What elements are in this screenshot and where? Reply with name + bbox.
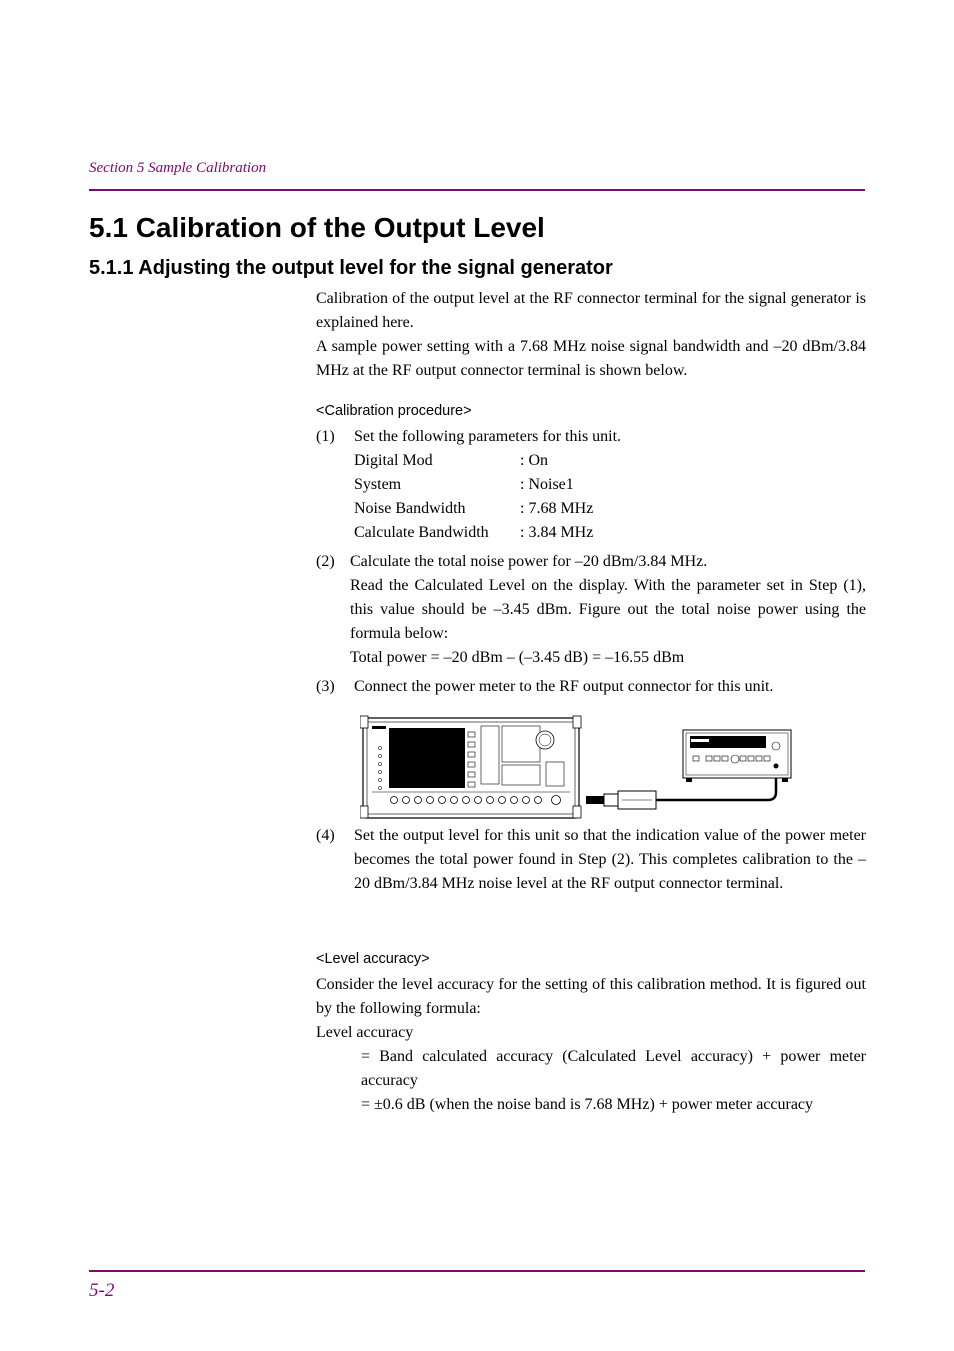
param-name: System (354, 476, 402, 493)
signal-generator-illustration (360, 716, 581, 818)
param-value: : On (520, 452, 548, 469)
subsection-title: 5.1.1 Adjusting the output level for the signal generator (89, 257, 613, 279)
step-text: Connect the power meter to the RF output connector for this unit. (354, 678, 774, 695)
step-paragraph: Set the output level for this unit so that the indication value of the power meter becomes the total power found in Step (2). This completes calibration to the –20 dBm/3.84 MHz noise level at the RF output connector terminal. (354, 827, 866, 892)
accuracy-equation: = Band calculated accuracy (Calculated Level accuracy) + power meter accuracy (361, 1048, 866, 1089)
param-value: : 3.84 MHz (520, 524, 594, 541)
step-text: Calculate the total noise power for –20 dBm/3.84 MHz. (350, 553, 708, 570)
connection-diagram (360, 712, 800, 822)
intro-paragraph-1: Calibration of the output level at the RF connector terminal for the signal generator is explained here. (316, 290, 866, 331)
accuracy-equation: = ±0.6 dB (when the noise band is 7.68 MHz) + power meter accuracy (361, 1096, 814, 1113)
footer-rule (89, 1270, 865, 1272)
power-meter-illustration (683, 730, 791, 782)
param-name: Digital Mod (354, 452, 433, 469)
accuracy-heading: <Level accuracy> (316, 951, 430, 967)
param-name: Noise Bandwidth (354, 500, 466, 517)
step-paragraph: Read the Calculated Level on the display. With the parameter set in Step (1), this value should be –3.45 dBm. Figure out the total noise power using the formula below: (350, 577, 866, 642)
step-number: (3) (316, 678, 335, 695)
step-number: (4) (316, 827, 335, 844)
intro-paragraph-2: A sample power setting with a 7.68 MHz noise signal bandwidth and –20 dBm/3.84 MHz at the RF output connector terminal is shown below. (316, 338, 866, 379)
formula: Total power = –20 dBm – (–3.45 dB) = –16.55 dBm (350, 649, 685, 666)
param-name: Calculate Bandwidth (354, 524, 489, 541)
step-number: (1) (316, 428, 335, 445)
header-rule (89, 189, 865, 191)
step-text: Set the following parameters for this unit. (354, 428, 622, 445)
param-value: : Noise1 (520, 476, 574, 493)
param-value: : 7.68 MHz (520, 500, 594, 517)
procedure-heading: <Calibration procedure> (316, 403, 472, 419)
section-title: 5.1 Calibration of the Output Level (89, 212, 545, 243)
accuracy-paragraph: Consider the level accuracy for the setting of this calibration method. It is figured out by the following formula: (316, 976, 866, 1017)
running-header: Section 5 Sample Calibration (89, 160, 267, 176)
page-number: 5-2 (89, 1280, 115, 1301)
accuracy-label: Level accuracy (316, 1024, 414, 1041)
step-number: (2) (316, 553, 335, 570)
